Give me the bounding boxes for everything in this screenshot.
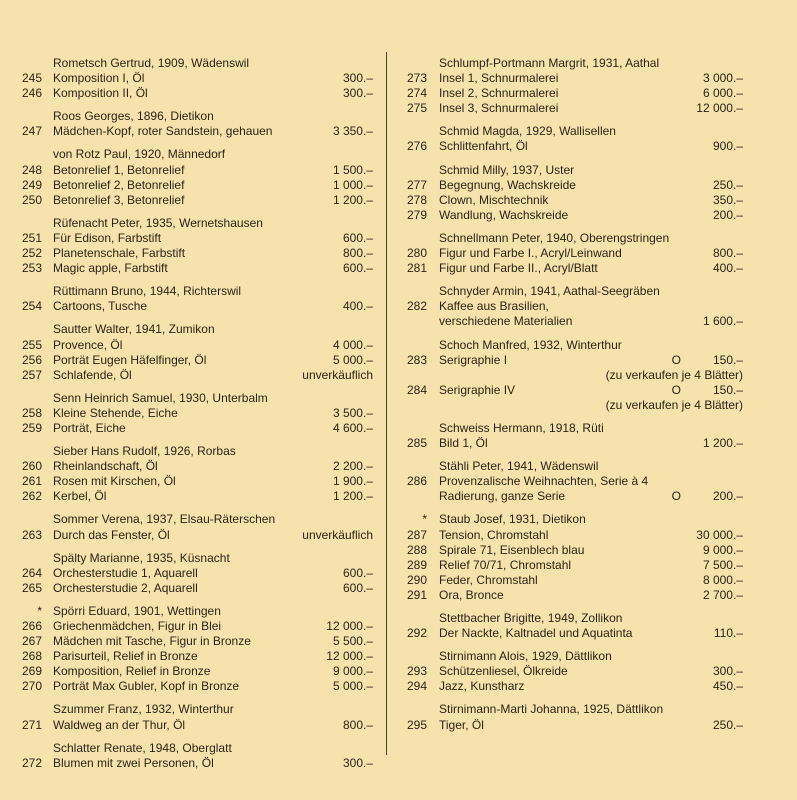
- artist-entry: [20, 322, 373, 382]
- price: 600.–: [342, 580, 373, 595]
- work-title: Serigraphie I: [439, 352, 508, 367]
- price: 400.–: [712, 261, 743, 276]
- work-title: Begegnung, Wachskreide: [439, 177, 576, 192]
- work-title: Porträt Max Gubler, Kopf in Bronze: [53, 679, 240, 694]
- work-title: Kleine Stehende, Eiche: [53, 405, 178, 420]
- artist-name: Schlatter Renate, 1948, Oberglatt: [53, 740, 232, 755]
- work-title: Serigraphie IV: [439, 382, 516, 397]
- catalog-number: 266: [21, 619, 42, 633]
- catalog-number: 290: [406, 572, 427, 587]
- catalog-number: 248: [21, 162, 42, 177]
- price: 250.–: [712, 717, 743, 732]
- artist-name: Sommer Verena, 1937, Elsau-Räterschen: [53, 512, 276, 527]
- work-title: Für Edison, Farbstift: [53, 230, 162, 245]
- artist-entry: [20, 56, 373, 101]
- catalog-number: 288: [406, 542, 427, 557]
- work-title: Orchesterstudie 2, Aquarell: [53, 580, 198, 595]
- catalog-number: 245: [21, 71, 42, 86]
- catalog-number: 277: [406, 177, 427, 192]
- price: 200.–: [712, 489, 743, 504]
- catalog-item: [20, 338, 373, 353]
- artist-entry: [20, 391, 373, 436]
- catalog-item: [20, 756, 373, 771]
- price: 450.–: [712, 679, 743, 694]
- catalog-item: [20, 649, 373, 664]
- artist-line: [20, 391, 373, 406]
- work-title: Komposition, Relief in Bronze: [53, 664, 211, 679]
- catalog-item: [20, 406, 373, 421]
- featured-star: *: [422, 512, 427, 527]
- edition-mark: O: [671, 382, 681, 397]
- price: 2 200.–: [332, 459, 373, 474]
- work-title: Mädchen mit Tasche, Figur in Bronze: [53, 634, 251, 649]
- catalog-number: 257: [21, 367, 42, 382]
- catalog-item: [20, 124, 373, 139]
- catalog-item: [400, 139, 743, 154]
- catalog-number: 275: [406, 101, 427, 116]
- work-title: Betonrelief 2, Betonrelief: [53, 177, 185, 192]
- artist-line: [20, 147, 373, 162]
- price: 300.–: [342, 86, 373, 101]
- catalog-item-continued: [400, 489, 743, 504]
- artist-name: Schoch Manfred, 1932, Winterthur: [439, 337, 622, 352]
- work-title: Porträt, Eiche: [53, 420, 126, 435]
- right-column: [400, 56, 743, 741]
- price: 3 500.–: [332, 405, 373, 420]
- catalog-item: [400, 436, 743, 451]
- catalog-number: 258: [21, 405, 42, 420]
- catalog-item: [20, 353, 373, 368]
- price: 30 000.–: [696, 527, 743, 542]
- artist-line: [20, 216, 373, 231]
- catalog-number: 250: [21, 192, 42, 207]
- catalog-number: 286: [406, 474, 427, 489]
- catalog-number: 260: [21, 459, 42, 474]
- work-title: Orchesterstudie 1, Aquarell: [53, 565, 198, 580]
- price: 1 600.–: [702, 314, 743, 329]
- catalog-number: 253: [21, 261, 42, 276]
- work-title: Relief 70/71, Chromstahl: [439, 557, 572, 572]
- artist-name: Roos Georges, 1896, Dietikon: [53, 109, 214, 124]
- catalog-item: [400, 383, 743, 398]
- catalog-item: [400, 193, 743, 208]
- catalog-number: 254: [21, 299, 42, 314]
- work-title: Ora, Bronce: [439, 587, 504, 602]
- catalog-item: [20, 178, 373, 193]
- artist-line: [400, 702, 743, 717]
- work-title: Waldweg an der Thur, Öl: [53, 717, 186, 732]
- catalog-number: 249: [21, 177, 42, 192]
- price: 300.–: [342, 71, 373, 86]
- catalog-number: 295: [406, 717, 427, 732]
- work-title: Jazz, Kunstharz: [439, 679, 525, 694]
- price: 300.–: [712, 664, 743, 679]
- catalog-item: [400, 664, 743, 679]
- price: 250.–: [712, 177, 743, 192]
- catalog-number: 259: [21, 420, 42, 435]
- price: 2 700.–: [702, 587, 743, 602]
- price: 9 000.–: [702, 542, 743, 557]
- catalog-item: [20, 368, 373, 383]
- work-title: Tension, Chromstahl: [439, 527, 549, 542]
- artist-name: Schlumpf-Portmann Margrit, 1931, Aathal: [439, 56, 660, 70]
- catalog-item: [20, 718, 373, 733]
- catalog-number: 285: [406, 436, 427, 451]
- catalog-number: 294: [406, 679, 427, 694]
- artist-entry: [20, 551, 373, 596]
- price: 5 000.–: [332, 679, 373, 694]
- work-title: Figur und Farbe I., Acryl/Leinwand: [439, 246, 622, 261]
- artist-name: Sieber Hans Rudolf, 1926, Rorbas: [53, 444, 236, 459]
- catalog-item: [400, 573, 743, 588]
- catalog-item: [20, 474, 373, 489]
- artist-entry: [400, 611, 743, 641]
- artist-entry: [400, 284, 743, 329]
- artist-name: Sautter Walter, 1941, Zumikon: [53, 322, 215, 337]
- artist-line: [400, 421, 743, 436]
- artist-entry: [400, 421, 743, 451]
- sale-note: (zu verkaufen je 4 Blätter): [605, 397, 743, 412]
- price: 1 000.–: [332, 177, 373, 192]
- catalog-item: [20, 566, 373, 581]
- artist-line: [20, 702, 373, 717]
- artist-name: von Rotz Paul, 1920, Männedorf: [53, 147, 226, 162]
- artist-entry: [400, 124, 743, 154]
- artist-line: [20, 109, 373, 124]
- price: 4 600.–: [332, 420, 373, 435]
- artist-line: [20, 604, 373, 619]
- catalog-number: 265: [21, 580, 42, 595]
- catalog-item: [20, 634, 373, 649]
- work-title: Schlafende, Öl: [53, 367, 132, 382]
- artist-name: Spälty Marianne, 1935, Küsnacht: [53, 550, 230, 565]
- catalog-item: [400, 71, 743, 86]
- work-title: Feder, Chromstahl: [439, 572, 538, 587]
- featured-star: *: [37, 603, 42, 618]
- catalog-number: 252: [21, 246, 42, 261]
- artist-line: [20, 444, 373, 459]
- catalog-item: [20, 193, 373, 208]
- work-title: Rheinlandschaft, Öl: [53, 459, 158, 474]
- artist-name: Stähli Peter, 1941, Wädenswil: [439, 459, 599, 474]
- catalog-item: [20, 246, 373, 261]
- price: 12 000.–: [326, 649, 373, 664]
- work-title: Blumen mit zwei Personen, Öl: [53, 755, 214, 770]
- price: 9 000.–: [332, 664, 373, 679]
- catalog-number: 262: [21, 489, 42, 504]
- catalog-item: [20, 489, 373, 504]
- catalog-item: [400, 208, 743, 223]
- artist-name: Szummer Franz, 1932, Winterthur: [53, 702, 234, 717]
- artist-name: Schweiss Hermann, 1918, Rüti: [439, 420, 604, 435]
- catalog-item: [20, 261, 373, 276]
- catalog-item: [400, 101, 743, 116]
- edition-mark: O: [671, 352, 681, 367]
- work-title: Spirale 71, Eisenblech blau: [439, 542, 585, 557]
- catalog-item: [20, 299, 373, 314]
- catalog-number: 273: [406, 71, 427, 86]
- price: 6 000.–: [702, 86, 743, 101]
- artist-entry: [20, 444, 373, 504]
- price: 600.–: [342, 261, 373, 276]
- edition-mark: O: [671, 489, 681, 504]
- artist-line: [20, 284, 373, 299]
- artist-entry: [20, 109, 373, 139]
- artist-name: Stirnimann-Marti Johanna, 1925, Dättlikon: [439, 702, 664, 717]
- catalog-number: 289: [406, 557, 427, 572]
- artist-line: [400, 338, 743, 353]
- work-title: Komposition II, Öl: [53, 86, 148, 101]
- artist-line: [400, 231, 743, 246]
- catalog-number: 271: [21, 717, 42, 732]
- catalog-item: [400, 558, 743, 573]
- work-title: Schützenliesel, Ölkreide: [439, 664, 568, 679]
- price: unverkäuflich: [302, 527, 373, 542]
- catalog-number: 263: [21, 527, 42, 542]
- work-title: Provenzalische Weihnachten, Serie à 4: [439, 474, 649, 489]
- work-title-continued: verschiedene Materialien: [439, 314, 573, 329]
- work-title: Planetenschale, Farbstift: [53, 246, 186, 261]
- catalog-item: [400, 626, 743, 641]
- artist-line: [20, 551, 373, 566]
- price: 400.–: [342, 299, 373, 314]
- work-title: Griechenmädchen, Figur in Blei: [53, 619, 222, 633]
- price: 600.–: [342, 565, 373, 580]
- catalog-item: [400, 299, 743, 314]
- catalog-item: [400, 261, 743, 276]
- artist-line: [400, 163, 743, 178]
- work-title: Tiger, Öl: [439, 717, 484, 732]
- catalog-number: 283: [406, 352, 427, 367]
- price: 110.–: [713, 626, 743, 641]
- work-title: Mädchen-Kopf, roter Sandstein, gehauen: [53, 124, 273, 139]
- catalog-item: [20, 231, 373, 246]
- work-title: Komposition I, Öl: [53, 71, 145, 86]
- catalog-number: 293: [406, 664, 427, 679]
- artist-name: Stettbacher Brigitte, 1949, Zollikon: [439, 611, 623, 625]
- price: 800.–: [712, 246, 743, 261]
- sale-note: (zu verkaufen je 4 Blätter): [605, 367, 743, 382]
- catalog-number: 270: [21, 679, 42, 694]
- price: 5 500.–: [332, 634, 373, 649]
- work-title: Magic apple, Farbstift: [53, 261, 168, 276]
- artist-name: Schnyder Armin, 1941, Aathal-Seegräben: [439, 284, 660, 299]
- sale-note-line: [400, 368, 743, 383]
- price: 300.–: [342, 755, 373, 770]
- artist-line: [400, 284, 743, 299]
- catalog-number: 247: [21, 124, 42, 139]
- price: 800.–: [342, 717, 373, 732]
- artist-entry: [20, 284, 373, 314]
- artist-line: [20, 56, 373, 71]
- artist-name: Senn Heinrich Samuel, 1930, Unterbalm: [53, 390, 268, 405]
- work-title: Der Nackte, Kaltnadel und Aquatinta: [439, 626, 633, 641]
- artist-entry: [400, 649, 743, 694]
- price: 150.–: [712, 352, 743, 367]
- artist-entry: [20, 512, 373, 542]
- work-title: Bild 1, Öl: [439, 436, 488, 451]
- work-title: Figur und Farbe II., Acryl/Blatt: [439, 261, 598, 276]
- catalog-number: 264: [21, 565, 42, 580]
- price: 350.–: [712, 192, 743, 207]
- artist-line: [400, 611, 743, 626]
- catalog-item: [20, 86, 373, 101]
- catalog-item: [400, 543, 743, 558]
- work-title: Betonrelief 1, Betonrelief: [53, 162, 185, 177]
- work-title: Kaffee aus Brasilien,: [439, 299, 549, 314]
- catalog-item: [20, 664, 373, 679]
- catalog-number: 268: [21, 649, 42, 664]
- artist-line: [400, 649, 743, 664]
- column-divider: [386, 52, 387, 755]
- catalog-item: [400, 718, 743, 733]
- price: 800.–: [342, 246, 373, 261]
- catalog-number: 278: [406, 192, 427, 207]
- catalog-number: 267: [21, 634, 42, 649]
- catalog-item: [20, 528, 373, 543]
- price: 4 000.–: [332, 337, 373, 352]
- work-title: Clown, Mischtechnik: [439, 192, 549, 207]
- catalog-item: [20, 421, 373, 436]
- artist-name: Rüfenacht Peter, 1935, Wernetshausen: [53, 215, 263, 230]
- artist-line: [400, 124, 743, 139]
- catalog-item: [400, 679, 743, 694]
- catalog-item: [400, 86, 743, 101]
- catalog-item: [20, 581, 373, 596]
- artist-entry: [400, 56, 743, 116]
- artist-name: Staub Josef, 1931, Dietikon: [439, 512, 586, 527]
- price: 1 200.–: [702, 436, 743, 451]
- artist-entry: [400, 163, 743, 223]
- artist-entry: [20, 604, 373, 695]
- work-title: Porträt Eugen Häfelfinger, Öl: [53, 352, 207, 367]
- price: 1 200.–: [332, 192, 373, 207]
- work-title: Durch das Fenster, Öl: [53, 527, 170, 542]
- catalog-number: 274: [406, 86, 427, 101]
- catalog-item: [400, 528, 743, 543]
- artist-name: Schmid Milly, 1937, Uster: [439, 162, 575, 177]
- price: 3 000.–: [702, 71, 743, 86]
- price: 600.–: [342, 230, 373, 245]
- artist-line: [400, 459, 743, 474]
- price: 1 900.–: [332, 474, 373, 489]
- catalog-number: 251: [21, 230, 42, 245]
- artist-name: Stirnimann Alois, 1929, Dättlikon: [439, 649, 612, 664]
- work-title: Insel 2, Schnurmalerei: [439, 86, 559, 101]
- catalog-item: [400, 246, 743, 261]
- catalog-number: 255: [21, 337, 42, 352]
- artist-line: [20, 322, 373, 337]
- work-title-continued: Radierung, ganze Serie: [439, 489, 566, 504]
- artist-name: Schmid Magda, 1929, Wallisellen: [439, 124, 616, 139]
- catalog-item: [400, 353, 743, 368]
- price: 12 000.–: [326, 619, 373, 633]
- catalog-item: [400, 178, 743, 193]
- artist-entry: [400, 512, 743, 603]
- catalog-number: 272: [21, 755, 42, 770]
- price: 900.–: [712, 139, 743, 154]
- catalog-number: 291: [406, 587, 427, 602]
- artist-entry: [400, 338, 743, 413]
- price: unverkäuflich: [302, 367, 373, 382]
- artist-name: Schnellmann Peter, 1940, Oberengstringen: [439, 230, 670, 245]
- catalog-number: 246: [21, 86, 42, 101]
- catalog-number: 261: [21, 474, 42, 489]
- price: 1 500.–: [332, 162, 373, 177]
- catalog-number: 256: [21, 352, 42, 367]
- artist-entry: [400, 231, 743, 276]
- catalog-number: 281: [406, 261, 427, 276]
- catalog-number: 282: [406, 299, 427, 314]
- work-title: Insel 1, Schnurmalerei: [439, 71, 559, 86]
- artist-entry: [20, 147, 373, 207]
- catalog-number: 276: [406, 139, 427, 154]
- catalog-item: [20, 679, 373, 694]
- artist-name: Rometsch Gertrud, 1909, Wädenswil: [53, 56, 250, 70]
- work-title: Wandlung, Wachskreide: [439, 207, 569, 222]
- work-title: Schlittenfahrt, Öl: [439, 139, 528, 154]
- artist-entry: [20, 216, 373, 276]
- work-title: Insel 3, Schnurmalerei: [439, 101, 559, 116]
- price: 3 350.–: [332, 124, 373, 139]
- price: 8 000.–: [702, 572, 743, 587]
- price: 200.–: [712, 207, 743, 222]
- catalog-item: [20, 163, 373, 178]
- sale-note-line: [400, 398, 743, 413]
- artist-entry: [400, 702, 743, 732]
- catalog-item: [400, 588, 743, 603]
- catalog-number: 292: [406, 626, 427, 641]
- artist-entry: [20, 741, 373, 771]
- catalog-number: 287: [406, 527, 427, 542]
- price: 12 000.–: [696, 101, 743, 116]
- price: 1 200.–: [332, 489, 373, 504]
- catalog-item-continued: [400, 314, 743, 329]
- work-title: Provence, Öl: [53, 337, 123, 352]
- price: 150.–: [712, 382, 743, 397]
- work-title: Rosen mit Kirschen, Öl: [53, 474, 176, 489]
- artist-entry: [20, 702, 373, 732]
- work-title: Kerbel, Öl: [53, 489, 107, 504]
- price: 5 000.–: [332, 352, 373, 367]
- work-title: Cartoons, Tusche: [53, 299, 148, 314]
- catalog-item: [20, 459, 373, 474]
- artist-line: [20, 741, 373, 756]
- artist-line: [20, 512, 373, 527]
- work-title: Parisurteil, Relief in Bronze: [53, 649, 198, 664]
- catalog-item: [20, 71, 373, 86]
- catalog-number: 279: [406, 207, 427, 222]
- catalog-number: 269: [21, 664, 42, 679]
- artist-line: [400, 56, 743, 71]
- artist-name: Rüttimann Bruno, 1944, Richterswil: [53, 284, 242, 299]
- artist-line: [400, 512, 743, 527]
- price: 7 500.–: [702, 557, 743, 572]
- left-column: [20, 56, 373, 779]
- catalog-item: [20, 619, 373, 634]
- catalog-number: 280: [406, 246, 427, 261]
- catalog-item: [400, 474, 743, 489]
- artist-name: Spörri Eduard, 1901, Wettingen: [53, 603, 221, 618]
- catalog-number: 284: [406, 382, 427, 397]
- artist-entry: [400, 459, 743, 504]
- work-title: Betonrelief 3, Betonrelief: [53, 192, 185, 207]
